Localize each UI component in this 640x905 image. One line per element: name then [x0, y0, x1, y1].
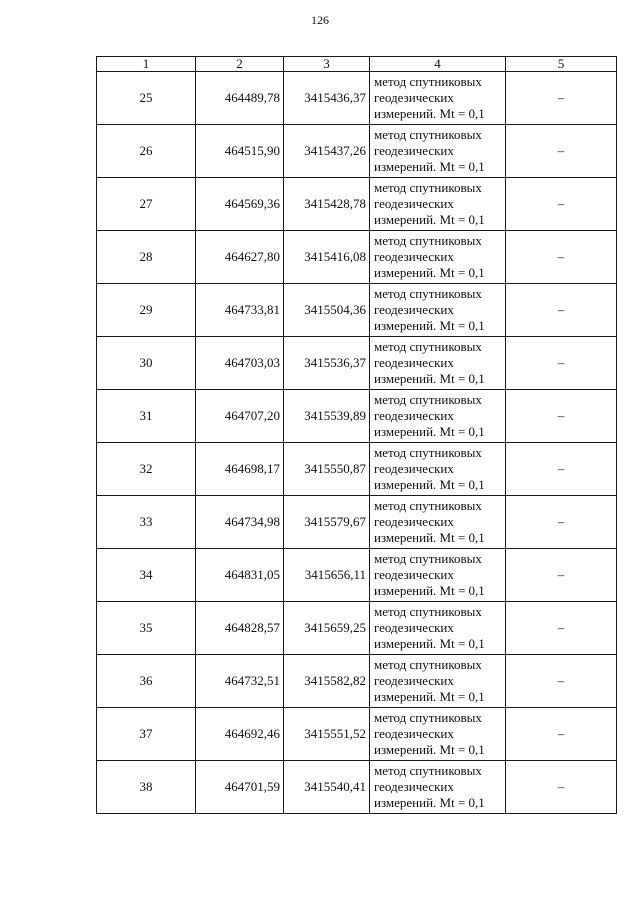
note-cell: –: [506, 549, 617, 602]
method-text-line1: метод спутниковых: [374, 551, 482, 566]
method-text-line1: метод спутниковых: [374, 180, 482, 195]
point-number-cell: 35: [97, 602, 196, 655]
method-text-line1: метод спутниковых: [374, 392, 482, 407]
method-text-line2: геодезических: [374, 408, 454, 423]
method-cell: [370, 231, 506, 284]
method-text-line2: геодезических: [374, 673, 454, 688]
note-cell: –: [506, 125, 617, 178]
header-col-2: 2: [196, 57, 284, 72]
method-cell: [370, 178, 506, 231]
method-text-line1: метод спутниковых: [374, 498, 482, 513]
method-text-line1: метод спутниковых: [374, 339, 482, 354]
method-text-line2: геодезических: [374, 567, 454, 582]
method-text-line1: метод спутниковых: [374, 763, 482, 778]
header-col-3: 3: [284, 57, 370, 72]
method-text-line2: геодезических: [374, 355, 454, 370]
method-text-line3: измерений. Mt = 0,1: [374, 530, 485, 545]
x-coordinate-cell: 464828,57: [196, 602, 284, 655]
y-coordinate-cell: 3415539,89: [284, 390, 370, 443]
x-coordinate-cell: 464831,05: [196, 549, 284, 602]
x-coordinate-cell: 464489,78: [196, 72, 284, 125]
method-text-line3: измерений. Mt = 0,1: [374, 689, 485, 704]
method-text-line2: геодезических: [374, 143, 454, 158]
method-text-line1: метод спутниковых: [374, 710, 482, 725]
method-text-line3: измерений. Mt = 0,1: [374, 212, 485, 227]
x-coordinate-cell: 464515,90: [196, 125, 284, 178]
x-coordinate-cell: 464733,81: [196, 284, 284, 337]
method-text-line3: измерений. Mt = 0,1: [374, 159, 485, 174]
header-col-1: 1: [97, 57, 196, 72]
point-number-cell: 27: [97, 178, 196, 231]
method-cell: [370, 443, 506, 496]
note-cell: –: [506, 708, 617, 761]
table-row: [97, 72, 617, 125]
method-cell: [370, 549, 506, 602]
method-cell: [370, 72, 506, 125]
method-cell: [370, 761, 506, 814]
method-text-line2: геодезических: [374, 779, 454, 794]
method-text-line3: измерений. Mt = 0,1: [374, 795, 485, 810]
method-text-line3: измерений. Mt = 0,1: [374, 477, 485, 492]
point-number-cell: 38: [97, 761, 196, 814]
table-row: [97, 496, 617, 549]
table-body: [97, 72, 617, 814]
method-text-line1: метод спутниковых: [374, 657, 482, 672]
method-text-line1: метод спутниковых: [374, 445, 482, 460]
point-number-cell: 34: [97, 549, 196, 602]
table-row: [97, 178, 617, 231]
y-coordinate-cell: 3415656,11: [284, 549, 370, 602]
table-header-row: [97, 57, 617, 72]
method-text-line2: геодезических: [374, 620, 454, 635]
method-text-line2: геодезических: [374, 461, 454, 476]
point-number-cell: 28: [97, 231, 196, 284]
y-coordinate-cell: 3415659,25: [284, 602, 370, 655]
note-cell: –: [506, 72, 617, 125]
header-col-4: 4: [370, 57, 506, 72]
method-text-line3: измерений. Mt = 0,1: [374, 265, 485, 280]
point-number-cell: 32: [97, 443, 196, 496]
point-number-cell: 33: [97, 496, 196, 549]
y-coordinate-cell: 3415579,67: [284, 496, 370, 549]
method-text-line1: метод спутниковых: [374, 233, 482, 248]
method-text-line2: геодезических: [374, 90, 454, 105]
y-coordinate-cell: 3415536,37: [284, 337, 370, 390]
table-row: [97, 390, 617, 443]
method-text-line1: метод спутниковых: [374, 74, 482, 89]
table-row: [97, 231, 617, 284]
y-coordinate-cell: 3415428,78: [284, 178, 370, 231]
method-cell: [370, 284, 506, 337]
method-cell: [370, 337, 506, 390]
y-coordinate-cell: 3415437,26: [284, 125, 370, 178]
method-cell: [370, 655, 506, 708]
x-coordinate-cell: 464732,51: [196, 655, 284, 708]
y-coordinate-cell: 3415504,36: [284, 284, 370, 337]
method-text-line2: геодезических: [374, 514, 454, 529]
note-cell: –: [506, 496, 617, 549]
table-row: [97, 549, 617, 602]
note-cell: –: [506, 337, 617, 390]
method-text-line1: метод спутниковых: [374, 286, 482, 301]
method-text-line2: геодезических: [374, 196, 454, 211]
method-cell: [370, 496, 506, 549]
table-row: [97, 284, 617, 337]
table-row: [97, 761, 617, 814]
x-coordinate-cell: 464707,20: [196, 390, 284, 443]
method-text-line3: измерений. Mt = 0,1: [374, 106, 485, 121]
x-coordinate-cell: 464703,03: [196, 337, 284, 390]
note-cell: –: [506, 602, 617, 655]
method-cell: [370, 602, 506, 655]
y-coordinate-cell: 3415436,37: [284, 72, 370, 125]
point-number-cell: 26: [97, 125, 196, 178]
method-text-line1: метод спутниковых: [374, 604, 482, 619]
method-text-line2: геодезических: [374, 302, 454, 317]
y-coordinate-cell: 3415582,82: [284, 655, 370, 708]
x-coordinate-cell: 464698,17: [196, 443, 284, 496]
point-number-cell: 36: [97, 655, 196, 708]
point-number-cell: 30: [97, 337, 196, 390]
point-number-cell: 31: [97, 390, 196, 443]
method-text-line3: измерений. Mt = 0,1: [374, 583, 485, 598]
method-text-line3: измерений. Mt = 0,1: [374, 636, 485, 651]
x-coordinate-cell: 464569,36: [196, 178, 284, 231]
note-cell: –: [506, 443, 617, 496]
y-coordinate-cell: 3415551,52: [284, 708, 370, 761]
note-cell: –: [506, 231, 617, 284]
note-cell: –: [506, 178, 617, 231]
table-row: [97, 125, 617, 178]
method-cell: [370, 390, 506, 443]
table-row: [97, 443, 617, 496]
table-row: [97, 602, 617, 655]
y-coordinate-cell: 3415416,08: [284, 231, 370, 284]
method-text-line1: метод спутниковых: [374, 127, 482, 142]
point-number-cell: 25: [97, 72, 196, 125]
method-text-line2: геодезических: [374, 249, 454, 264]
y-coordinate-cell: 3415540,41: [284, 761, 370, 814]
x-coordinate-cell: 464701,59: [196, 761, 284, 814]
x-coordinate-cell: 464734,98: [196, 496, 284, 549]
method-text-line3: измерений. Mt = 0,1: [374, 371, 485, 386]
note-cell: –: [506, 390, 617, 443]
page-number: 126: [311, 13, 329, 27]
method-text-line3: измерений. Mt = 0,1: [374, 742, 485, 757]
x-coordinate-cell: 464692,46: [196, 708, 284, 761]
header-col-5: 5: [506, 57, 617, 72]
note-cell: –: [506, 761, 617, 814]
method-text-line3: измерений. Mt = 0,1: [374, 424, 485, 439]
method-cell: [370, 125, 506, 178]
note-cell: –: [506, 284, 617, 337]
method-text-line3: измерений. Mt = 0,1: [374, 318, 485, 333]
coordinates-table: [96, 56, 617, 814]
point-number-cell: 37: [97, 708, 196, 761]
method-cell: [370, 708, 506, 761]
y-coordinate-cell: 3415550,87: [284, 443, 370, 496]
point-number-cell: 29: [97, 284, 196, 337]
table-row: [97, 337, 617, 390]
table-row: [97, 708, 617, 761]
x-coordinate-cell: 464627,80: [196, 231, 284, 284]
method-text-line2: геодезических: [374, 726, 454, 741]
table-row: [97, 655, 617, 708]
note-cell: –: [506, 655, 617, 708]
